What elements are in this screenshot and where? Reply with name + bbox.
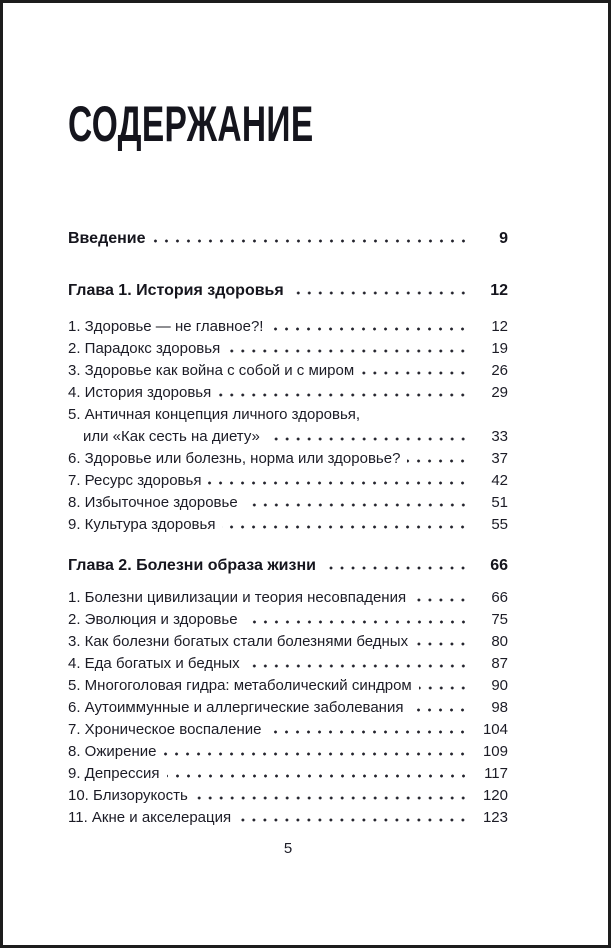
toc-entry-page: 29 xyxy=(491,384,508,401)
dot-leader xyxy=(407,459,472,463)
toc-entry xyxy=(68,470,508,492)
toc-entry-page: 90 xyxy=(491,677,508,694)
dot-leader xyxy=(267,437,472,441)
toc-entry-page: 87 xyxy=(491,655,508,672)
toc-entry-label: 5. Многоголовая гидра: метаболический синдром xyxy=(68,677,412,694)
dot-leader xyxy=(227,349,472,353)
toc-entry xyxy=(68,338,508,360)
toc-entry xyxy=(68,316,508,338)
toc-entry-label: 4. История здоровья xyxy=(68,384,212,401)
toc-entry xyxy=(68,587,508,609)
toc-entry-label: 11. Акне и акселерация xyxy=(68,809,232,826)
toc-entry-page: 51 xyxy=(491,494,508,511)
toc-entry-label: 9. Депрессия xyxy=(68,765,160,782)
toc-entry-label: 4. Еда богатых и бедных xyxy=(68,655,240,672)
dot-leader xyxy=(153,239,472,243)
toc-entry-page: 66 xyxy=(491,589,508,606)
dot-leader xyxy=(268,730,472,734)
dot-leader xyxy=(413,598,472,602)
toc-list xyxy=(68,228,508,829)
toc-entry-page: 26 xyxy=(491,362,508,379)
toc-entry-label: 8. Ожирение xyxy=(68,743,157,760)
toc-entry-page: 37 xyxy=(491,450,508,467)
toc-entry xyxy=(68,653,508,675)
toc-entry-label: 6. Аутоиммунные и аллергические заболевания xyxy=(68,699,404,716)
toc-entry-page: 19 xyxy=(491,340,508,357)
folio-page-number: 5 xyxy=(283,840,293,857)
toc-entry-label: 2. Эволюция и здоровье xyxy=(68,611,238,628)
toc-entry-label: 1. Здоровье — не главное?! xyxy=(68,318,264,335)
toc-entry-label: 3. Здоровье как война с собой и с миром xyxy=(68,362,355,379)
toc-entry-label: Введение xyxy=(68,230,146,247)
toc-entry-page: 120 xyxy=(482,787,508,804)
dot-leader xyxy=(415,642,472,646)
toc-entry xyxy=(68,555,508,577)
toc-entry xyxy=(68,807,508,829)
toc-entry xyxy=(68,785,508,807)
toc-entry-page: 55 xyxy=(491,516,508,533)
toc-entry xyxy=(68,360,508,382)
toc-entry xyxy=(68,697,508,719)
toc-entry-label: или «Как сесть на диету» xyxy=(83,428,260,445)
page-title: СОДЕРЖАНИЕ xyxy=(68,96,314,152)
dot-leader xyxy=(410,708,472,712)
dot-leader xyxy=(323,566,472,570)
toc-entry-page: 123 xyxy=(482,809,508,826)
toc-entry xyxy=(68,426,508,448)
toc-entry-label: 8. Избыточное здоровье xyxy=(68,494,238,511)
dot-leader xyxy=(163,752,472,756)
dot-leader xyxy=(167,774,473,778)
toc-entry xyxy=(68,404,508,426)
toc-content xyxy=(3,3,608,829)
dot-leader xyxy=(245,620,472,624)
toc-entry xyxy=(68,631,508,653)
toc-entry xyxy=(68,280,508,302)
toc-entry xyxy=(68,741,508,763)
toc-entry xyxy=(68,448,508,470)
dot-leader xyxy=(270,327,472,331)
toc-entry-label: 7. Ресурс здоровья xyxy=(68,472,202,489)
dot-leader xyxy=(195,796,472,800)
dot-leader xyxy=(291,291,472,295)
dot-leader xyxy=(361,371,472,375)
dot-leader xyxy=(238,818,472,822)
toc-entry xyxy=(68,763,508,785)
toc-entry xyxy=(68,719,508,741)
toc-entry xyxy=(68,492,508,514)
toc-entry-label: Глава 2. Болезни образа жизни xyxy=(68,557,316,574)
dot-leader xyxy=(222,525,472,529)
dot-leader xyxy=(218,393,472,397)
toc-entry-page: 33 xyxy=(491,428,508,445)
toc-entry-label: 5. Античная концепция личного здоровья, xyxy=(68,406,361,423)
dot-leader xyxy=(419,686,472,690)
toc-entry-page: 42 xyxy=(491,472,508,489)
toc-entry-label: 9. Культура здоровья xyxy=(68,516,216,533)
toc-entry-label: 3. Как болезни богатых стали болезнями бедных xyxy=(68,633,409,650)
toc-entry-label: 6. Здоровье или болезнь, норма или здоровье? xyxy=(68,450,401,467)
toc-entry-label: 1. Болезни цивилизации и теория несовпадения xyxy=(68,589,407,606)
toc-entry-page: 117 xyxy=(484,765,508,782)
toc-entry xyxy=(68,228,508,250)
toc-entry-page: 80 xyxy=(491,633,508,650)
dot-leader xyxy=(245,503,472,507)
toc-entry-page: 109 xyxy=(482,743,508,760)
toc-entry xyxy=(68,382,508,404)
toc-entry xyxy=(68,609,508,631)
dot-leader xyxy=(247,664,472,668)
toc-entry-page: 9 xyxy=(499,230,508,247)
toc-entry-page: 12 xyxy=(491,318,508,335)
toc-entry-label: 2. Парадокс здоровья xyxy=(68,340,221,357)
toc-entry-page: 104 xyxy=(482,721,508,738)
toc-entry-label: Глава 1. История здоровья xyxy=(68,282,284,299)
toc-entry xyxy=(68,675,508,697)
toc-entry-label: 10. Близорукость xyxy=(68,787,188,804)
toc-entry-label: 7. Хроническое воспаление xyxy=(68,721,262,738)
dot-leader xyxy=(208,481,472,485)
toc-entry xyxy=(68,514,508,536)
toc-entry-page: 66 xyxy=(490,557,508,574)
toc-entry-page: 75 xyxy=(491,611,508,628)
book-page xyxy=(3,3,608,945)
toc-entry-page: 98 xyxy=(491,699,508,716)
toc-entry-page: 12 xyxy=(490,282,508,299)
